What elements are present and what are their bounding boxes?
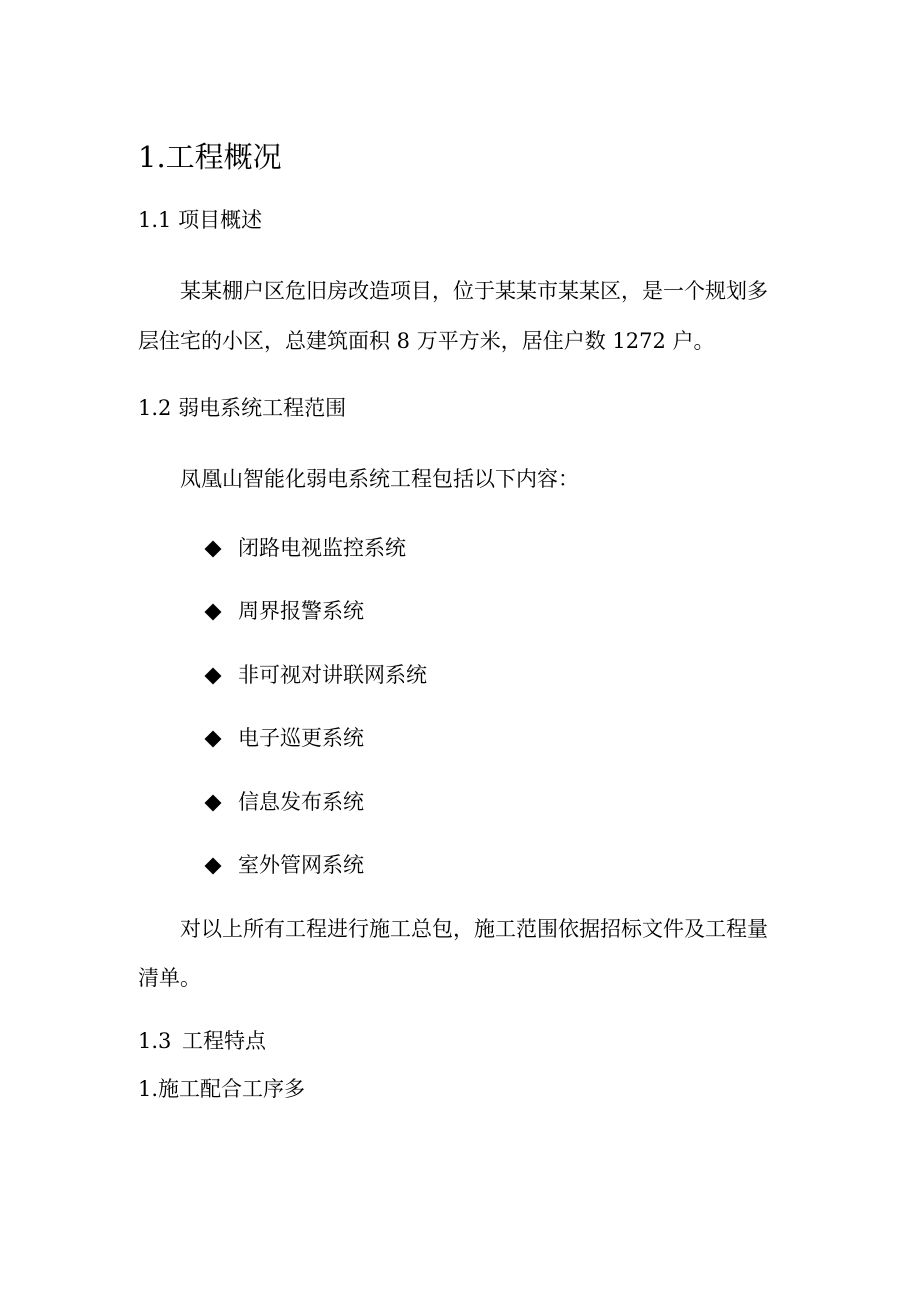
list-item-label: 周界报警系统 [238,599,364,623]
diamond-bullet-icon [205,857,222,874]
diamond-bullet-icon [205,540,222,557]
list-item-label: 非可视对讲联网系统 [238,663,427,687]
section-1-3-title [138,1031,266,1052]
list-item [205,601,364,622]
diamond-bullet-icon [205,794,222,811]
diamond-bullet-icon [205,667,222,684]
list-item [205,855,364,876]
section-1-2-closing-line-2: 清单。 [138,966,201,990]
section-1-2-closing-line-1: 对以上所有工程进行施工总包，施工范围依据招标文件及工程量 [180,917,768,941]
list-item [205,728,364,749]
section-1-2-title: 1.2 弱电系统工程范围 [138,396,347,420]
list-item-label: 电子巡更系统 [238,726,364,750]
section-1-3-point-1: 1.施工配合工序多 [138,1077,306,1101]
section-1-1-title: 1.1 项目概述 [138,208,263,232]
diamond-bullet-icon [205,603,222,620]
list-item [205,665,427,686]
list-item-label: 闭路电视监控系统 [238,536,406,560]
list-item-label: 室外管网系统 [238,853,364,877]
chapter-heading: 1.工程概况 [138,140,282,174]
diamond-bullet-icon [205,730,222,747]
list-item-label: 信息发布系统 [238,790,364,814]
list-item [205,792,364,813]
section-1-2-intro: 凤凰山智能化弱电系统工程包括以下内容： [180,467,579,491]
section-1-3-title-text: 工程特点 [182,1029,266,1053]
section-1-3-number: 1.3 [138,1029,172,1053]
section-1-1-paragraph-line-2: 层住宅的小区，总建筑面积 8 万平方米，居住户数 1272 户。 [138,329,715,353]
list-item [205,538,406,559]
section-1-1-paragraph-line-1: 某某棚户区危旧房改造项目，位于某某市某某区，是一个规划多 [180,279,768,303]
